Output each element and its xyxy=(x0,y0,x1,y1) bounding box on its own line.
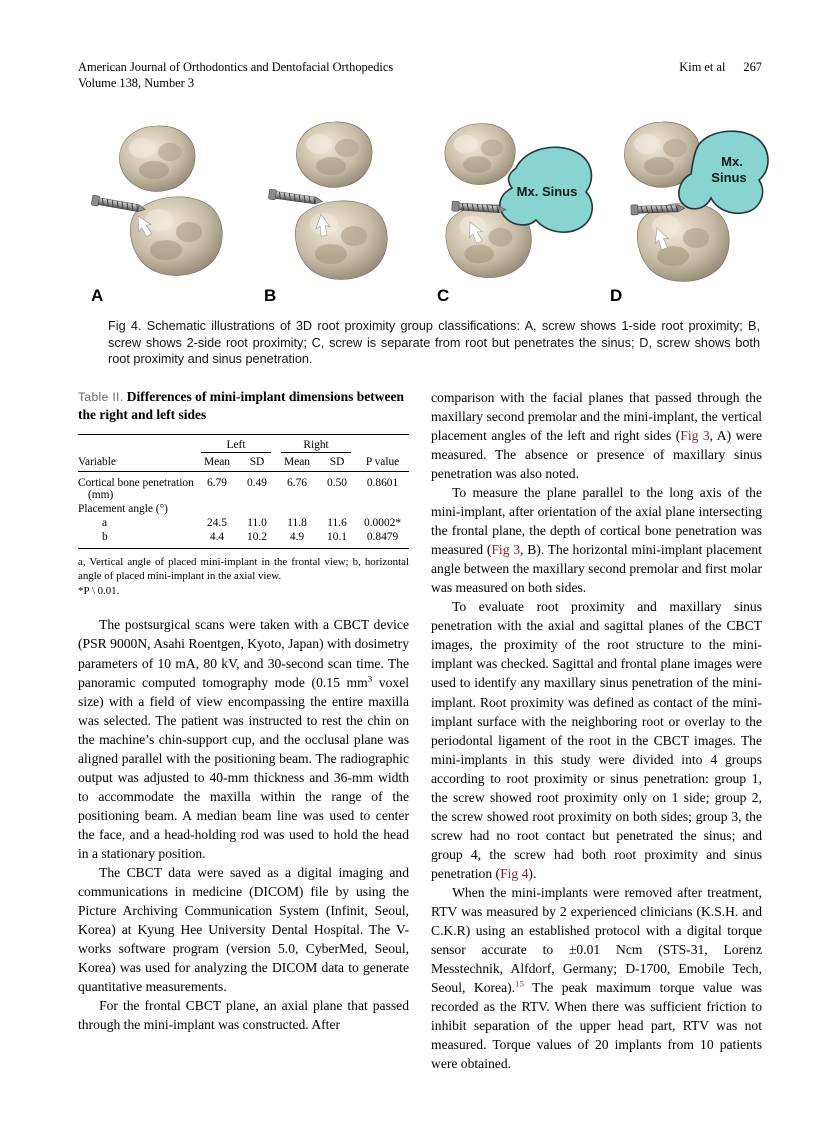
panel-c-illustration xyxy=(428,116,601,284)
figure-panel-b xyxy=(255,116,428,306)
column-header: Variable xyxy=(78,454,196,472)
left-column-text xyxy=(78,615,409,1034)
panel-label: D xyxy=(610,286,623,305)
table-2 xyxy=(78,388,409,598)
journal-title: American Journal of Orthodontics and Dentofacial Orthopedics xyxy=(78,60,394,74)
text-run: When the mini-implants were removed after treatment, RTV was measured by 2 experienced clinicians (K.S.H. and C.K.R) using an established protocol with a digital torque sensor accurate to ±0.01 Ncm (STS-31, Lorenz Messtechnik, Alfdorf, Germany; D-1700, Emobile Tech, Seoul, Korea). xyxy=(431,884,762,995)
citation-link[interactable]: Fig 3 xyxy=(680,428,710,444)
page-number: 267 xyxy=(743,60,762,74)
text-run: To evaluate root proximity and maxillary sinus penetration with the axial and sagittal planes of the CBCT images, the proximity of the root structure to the mini-implant was checked. Sagittal and frontal plane images were used to identify any maxillary sinus penetration of the mini-implant. Root proximity was defined as contact of the mini-implant surface with the neighboring root or overlay to the periodontal ligament of the root in the CBCT images. The mini-implants in this study were divided into 4 groups according to root proximity or sinus penetration: group 1, the screw showed root proximity only on 1 side; group 2, the screw showed root proximity on both sides; group 3, the screw had no root contact but penetrated the sinus; and group 4, the screw had both root proximity and sinus penetration ( xyxy=(431,599,762,881)
body-columns xyxy=(78,388,762,1073)
panel-label: C xyxy=(437,286,450,305)
svg-defs xyxy=(0,0,1,1)
table-body xyxy=(78,471,409,548)
citation-link[interactable]: 15 xyxy=(515,978,524,989)
row-variable: Cortical bone penetration (mm) xyxy=(78,476,194,501)
row-value: 11.6 xyxy=(327,516,347,529)
figure-panel-a xyxy=(82,116,255,306)
text-run: The CBCT data were saved as a digital imaging and communications in medicine (DICOM) file by using the Picture Archiving Communication System (Infinit, Seoul, Korea) at Kyung Hee University Dental Hospital. The V-works software program (version 5.0, CyberMed, Seoul, Korea) was used for analyzing the DICOM data to generate quantitative measurements. xyxy=(78,864,409,995)
row-variable: Placement angle (°) xyxy=(78,502,168,515)
text-run: ). xyxy=(528,865,537,881)
spacer-cell xyxy=(78,434,196,454)
text-run: For the frontal CBCT plane, an axial plane that passed through the mini-implant was constructed. After xyxy=(78,998,409,1033)
paragraph xyxy=(78,996,409,1034)
panel-label: A xyxy=(91,286,104,305)
row-variable: a xyxy=(102,516,108,529)
row-value: 0.8479 xyxy=(366,530,399,543)
mini-implant-screw-icon xyxy=(268,189,323,206)
figure-caption: Fig 4. Schematic illustrations of 3D root proximity group classifications: A, screw shows 1-side root proximity; B, screw shows 2-side root proximity; C, screw is separate from root but penetrates the sinus; D, screw shows both root proximity and sinus penetration. xyxy=(108,319,760,366)
panel-d-illustration xyxy=(601,116,774,284)
journal-header xyxy=(78,60,393,92)
table-caption xyxy=(78,388,409,424)
sinus-label: Mx. Sinus xyxy=(516,184,578,199)
row-value: 4.9 xyxy=(289,530,305,543)
row-value xyxy=(276,502,318,516)
left-column xyxy=(78,388,409,1073)
row-value: 6.76 xyxy=(287,476,307,489)
row-value: 0.8601 xyxy=(366,476,399,489)
figure-panel-d xyxy=(601,116,774,306)
row-value xyxy=(196,502,238,516)
figure-panels xyxy=(82,116,774,306)
group-header-right: Right xyxy=(276,434,356,454)
row-value: 0.0002* xyxy=(364,516,402,529)
journal-volume: Volume 138, Number 3 xyxy=(78,75,195,90)
column-header-row xyxy=(78,454,409,472)
row-value: 10.2 xyxy=(247,530,267,543)
row-value: 0.49 xyxy=(247,476,267,489)
paragraph xyxy=(431,483,762,597)
upper-molar-illustration xyxy=(445,124,515,185)
running-author-page xyxy=(679,60,762,76)
running-author: Kim et al xyxy=(679,60,726,74)
spacer-cell xyxy=(356,434,409,454)
table-row xyxy=(78,502,409,516)
table-footnotes xyxy=(78,555,409,599)
table-row xyxy=(78,471,409,502)
row-value: 24.5 xyxy=(207,516,227,529)
text-run: 3 xyxy=(367,673,373,684)
text-run: , A) were measured. The absence or presence of maxillary sinus penetration was also noted. xyxy=(431,428,762,482)
data-table xyxy=(78,434,409,549)
column-header: Mean xyxy=(276,454,318,472)
upper-molar-illustration xyxy=(296,122,372,187)
lower-molar-illustration xyxy=(637,203,729,282)
row-value: 4.4 xyxy=(209,530,225,543)
citation-link[interactable]: Fig 3 xyxy=(491,542,521,558)
paragraph xyxy=(431,388,762,483)
upper-molar-illustration xyxy=(119,126,195,191)
panel-b-illustration xyxy=(255,116,428,284)
table-footnote: a, Vertical angle of placed mini-implant in the frontal view; b, horizontal angle of placed mini-implant in the axial view. xyxy=(78,555,409,583)
mini-implant-screw-icon xyxy=(91,195,146,214)
panel-a-illustration xyxy=(82,116,255,284)
row-value xyxy=(356,502,409,516)
figure-panel-c xyxy=(428,116,601,306)
column-header: SD xyxy=(238,454,276,472)
column-header: SD xyxy=(318,454,356,472)
column-header: Mean xyxy=(196,454,238,472)
row-value: 10.1 xyxy=(327,530,347,543)
running-header xyxy=(78,60,762,92)
table-footnote: *P \ 0.01. xyxy=(78,584,120,597)
citation-link[interactable]: Fig 4 xyxy=(500,865,529,881)
sinus-label: Mx. xyxy=(721,154,743,169)
lower-molar-illustration xyxy=(295,201,387,280)
table-row xyxy=(78,530,409,549)
row-value: 6.79 xyxy=(207,476,227,489)
row-value xyxy=(238,502,276,516)
table-row xyxy=(78,516,409,530)
group-header-left: Left xyxy=(196,434,276,454)
right-column xyxy=(431,388,762,1073)
sinus-label: Sinus xyxy=(711,170,747,185)
group-header-row xyxy=(78,434,409,454)
text-run: voxel size) with a field of view encompassing the entire maxilla was selected. The patient was instructed to rest the chin on the machine’s chin-support cup, and the occlusal plane was aligned parallel with the positioning beam. The radiographic output was adjusted to 40-mm thickness and 36-mm width to accommodate the maxilla within the range of the positioning beam. A median beam line was used to center the face, and a head-holding rod was used to hold the head in a stationary position. xyxy=(78,674,409,861)
paragraph xyxy=(78,863,409,996)
right-column-text xyxy=(431,388,762,1073)
paragraph xyxy=(431,883,762,1073)
table-label: Table II. xyxy=(78,390,124,404)
panel-label: B xyxy=(264,286,277,305)
row-value xyxy=(318,502,356,516)
text-run: , B). The horizontal mini-implant placement angle between the maxillary second premolar and first molar was measured on both sides. xyxy=(431,542,762,596)
row-value: 0.50 xyxy=(327,476,347,489)
text-run: comparison with the facial planes that passed through the maxillary second premolar and the mini-implant, the vertical placement angles of the left and right sides ( xyxy=(431,390,762,444)
paragraph xyxy=(431,597,762,882)
text-run: The peak maximum torque value was recorded as the RTV. When there was sufficient friction to inhibit separation of the upper head part, RTV was not measured. Torque values of 20 implants from 10 patients were obtained. xyxy=(431,979,762,1072)
figure-4 xyxy=(82,116,774,368)
paragraph xyxy=(78,615,409,862)
row-value: 11.8 xyxy=(287,516,307,529)
text-run: To measure the plane parallel to the long axis of the mini-implant, after orientation of the axial plane intersecting the frontal plane, the depth of cortical bone penetration was measured ( xyxy=(431,485,762,558)
row-value: 11.0 xyxy=(247,516,267,529)
row-variable: b xyxy=(102,530,108,543)
text-run: The postsurgical scans were taken with a CBCT device (PSR 9000N, Asahi Roentgen, Kyoto, Japan) with dosimetry parameters of 10 mA, 80 kV, and 30-second scan time. The panoramic computed tomography mode (0.15 mm xyxy=(78,617,409,690)
table-title: Differences of mini-implant dimensions between the right and left sides xyxy=(78,389,404,422)
column-header: P value xyxy=(356,454,409,472)
